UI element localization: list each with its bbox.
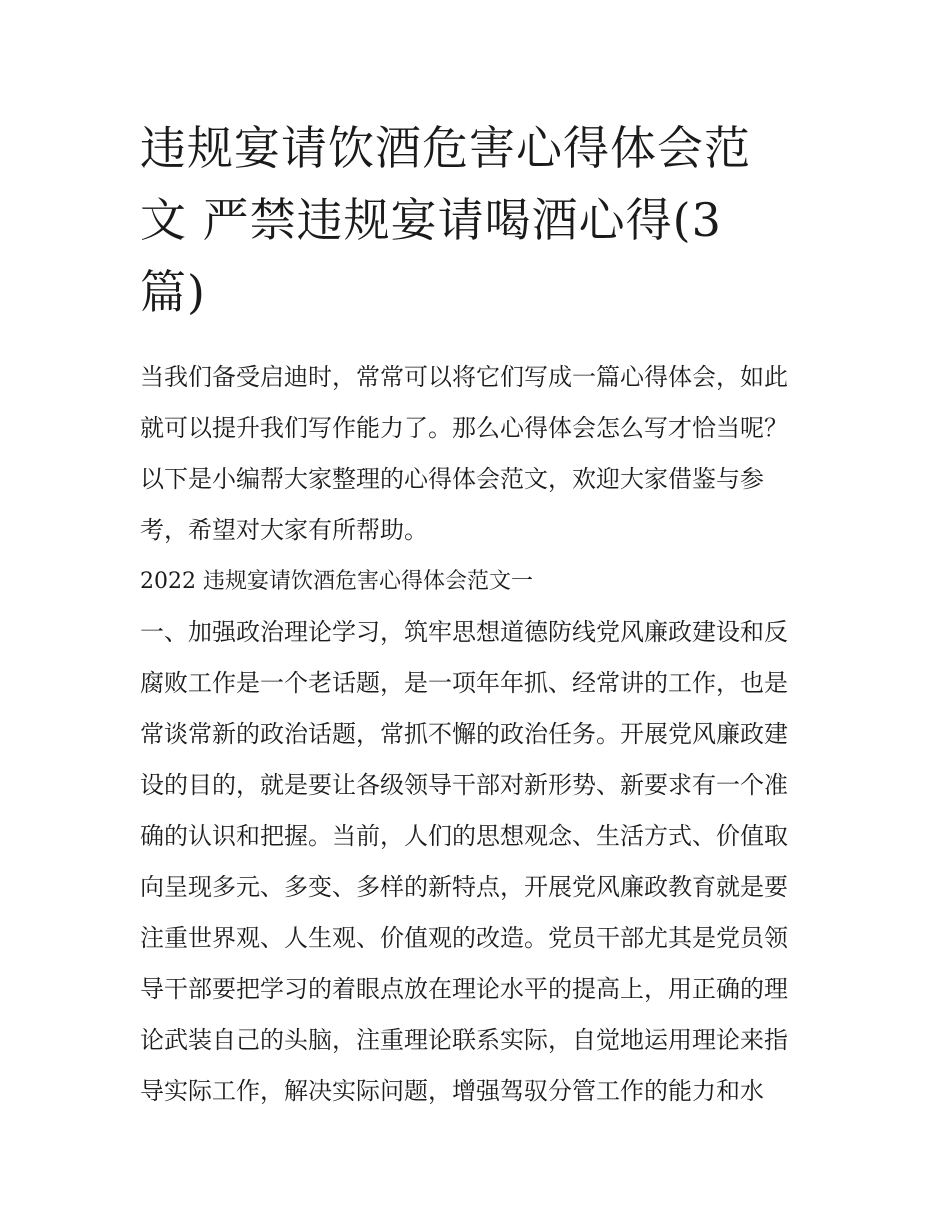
text-line: 论武装自己的头脑，注重理论联系实际，自觉地运用理论来指 — [140, 1026, 788, 1054]
text-line: 向呈现多元、多变、多样的新特点，开展党风廉政教育就是要 — [140, 873, 788, 901]
document-body — [140, 352, 820, 1117]
text-line: 导干部要把学习的着眼点放在理论水平的提高上，用正确的理 — [140, 975, 788, 1003]
text-line: 当我们备受启迪时，常常可以将它们写成一篇心得体会，如此 — [140, 363, 788, 391]
text-line: 导实际工作，解决实际问题，增强驾驭分管工作的能力和水 — [140, 1077, 764, 1105]
text-line: 考，希望对大家有所帮助。 — [140, 516, 428, 544]
text-line: 设的目的，就是要让各级领导干部对新形势、新要求有一个准 — [140, 771, 788, 799]
text-line: 一、加强政治理论学习，筑牢思想道德防线党风廉政建设和反 — [140, 618, 788, 646]
intro-paragraph — [140, 352, 820, 556]
document-title — [140, 112, 820, 328]
section-title: 2022 违规宴请饮酒危害心得体会范文一 — [140, 569, 533, 594]
text-line: 腐败工作是一个老话题，是一项年年抓、经常讲的工作，也是 — [140, 669, 788, 697]
text-line: 就可以提升我们写作能力了。那么心得体会怎么写才恰当呢？ — [140, 414, 788, 442]
title-line: 篇) — [140, 265, 206, 319]
text-line: 以下是小编帮大家整理的心得体会范文，欢迎大家借鉴与参 — [140, 465, 764, 493]
body-paragraph — [140, 607, 820, 1117]
text-line: 常谈常新的政治话题，常抓不懈的政治任务。开展党风廉政建 — [140, 720, 788, 748]
text-line: 确的认识和把握。当前，人们的思想观念、生活方式、价值取 — [140, 822, 788, 850]
text-line: 注重世界观、人生观、价值观的改造。党员干部尤其是党员领 — [140, 924, 788, 952]
title-line: 文 严禁违规宴请喝酒心得(3 — [140, 193, 722, 247]
title-line: 违规宴请饮酒危害心得体会范 — [140, 121, 751, 175]
